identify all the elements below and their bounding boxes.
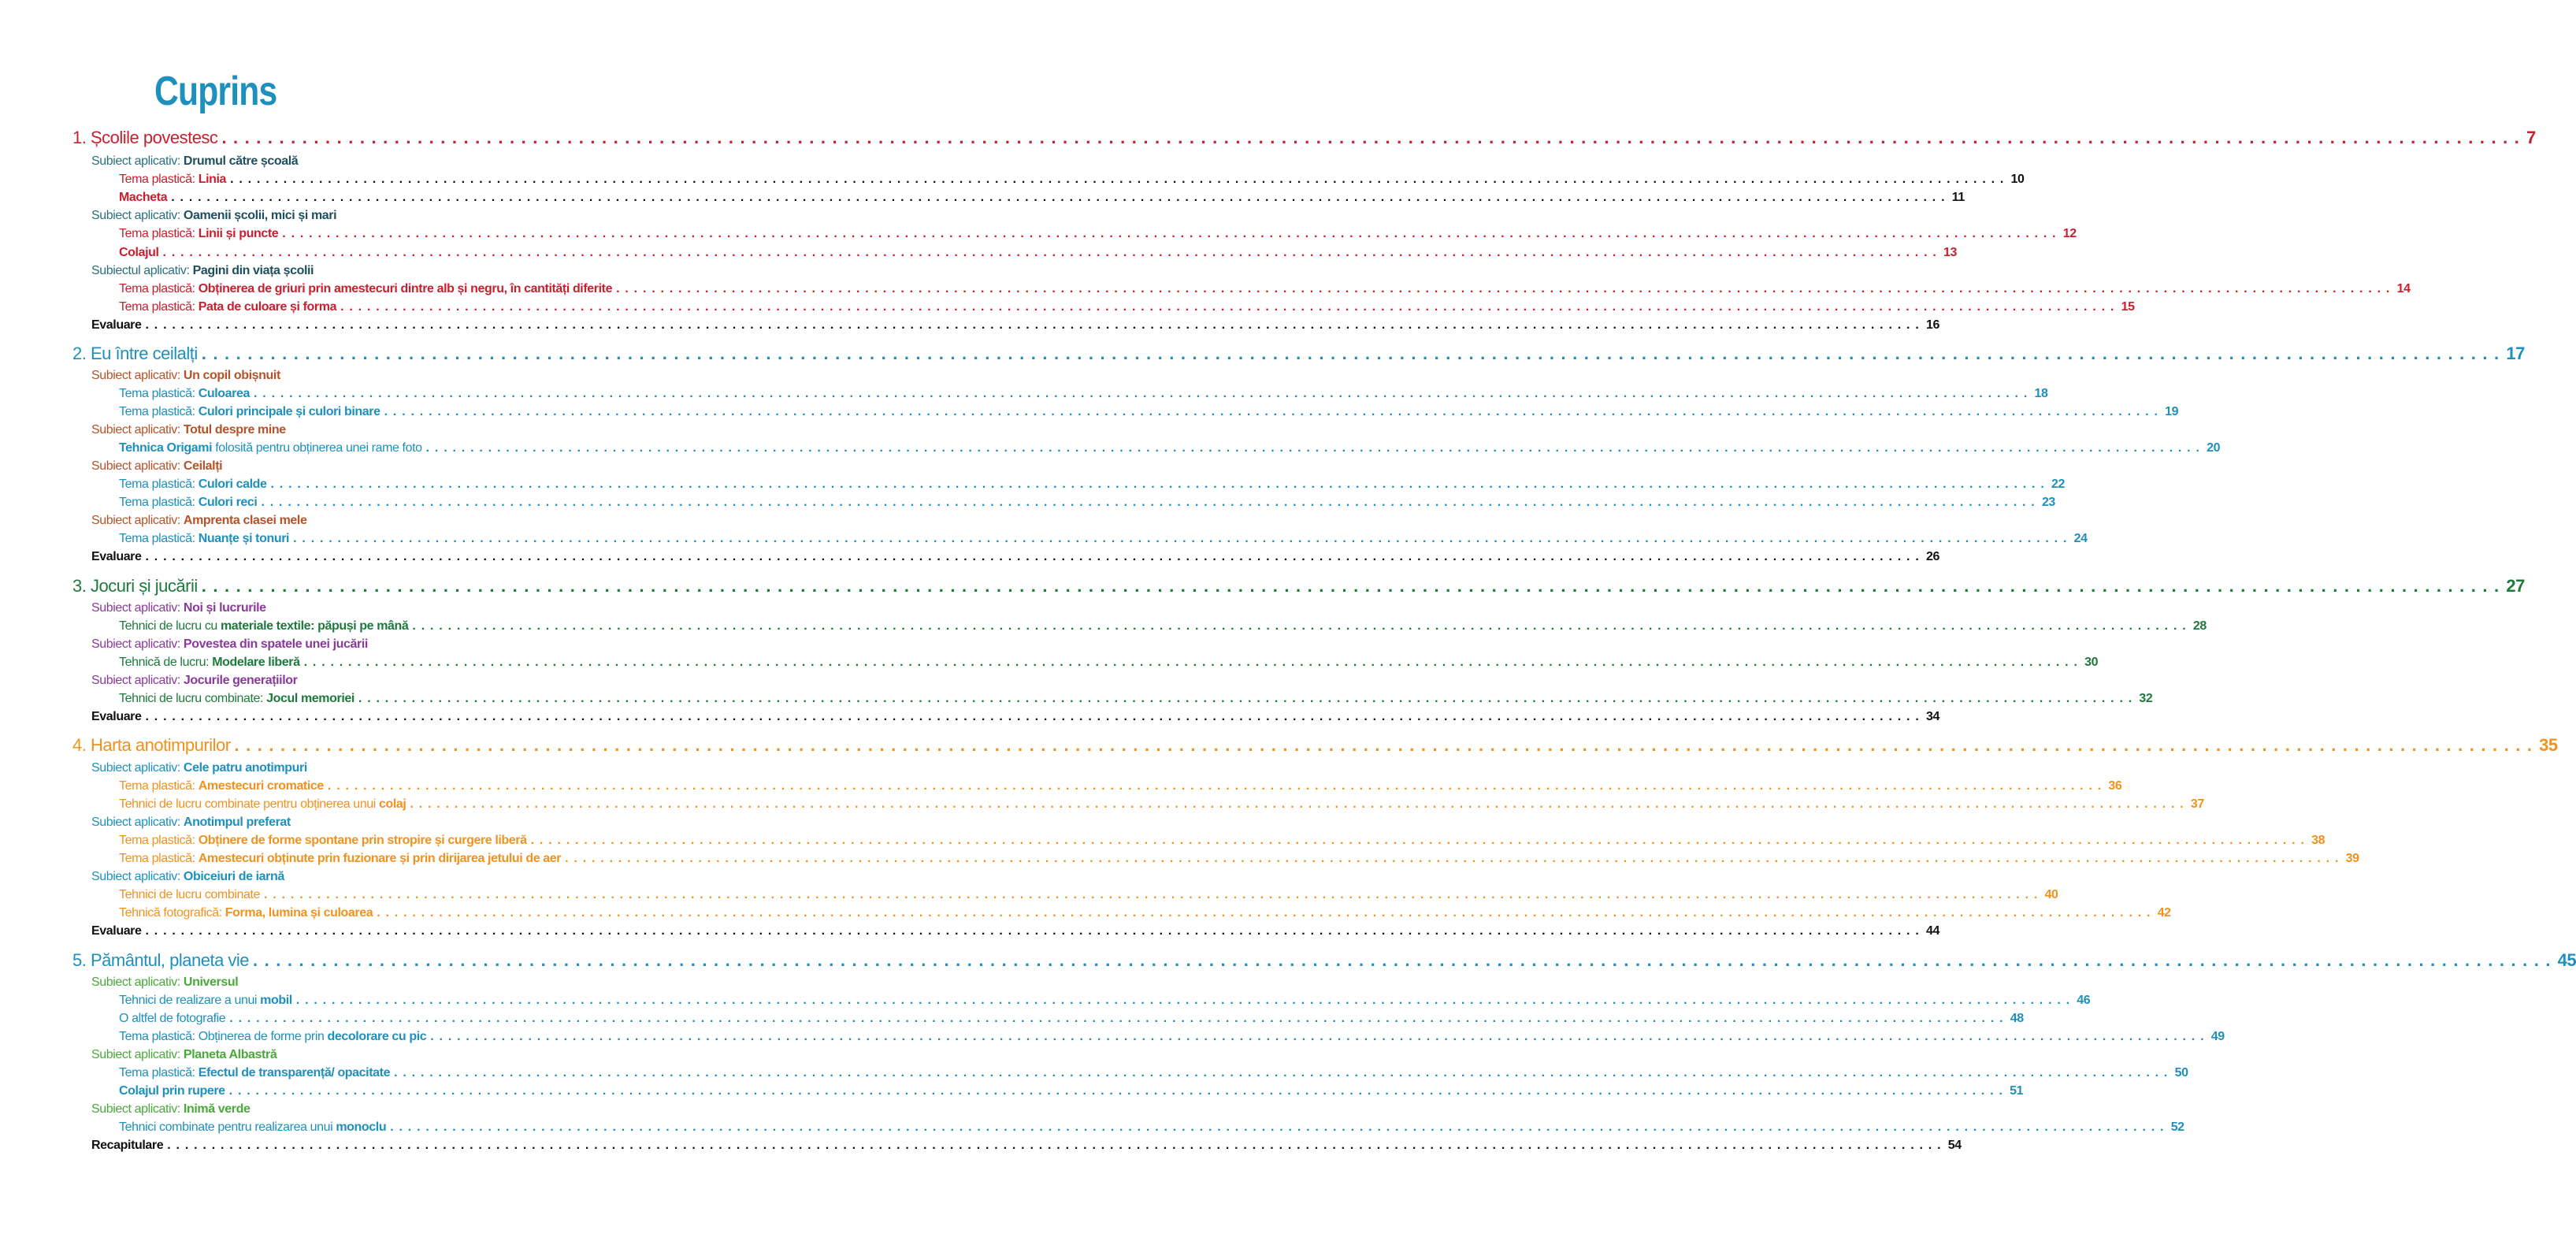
- toc-entry-text: [119, 994, 292, 1008]
- toc-item-row[interactable]: [119, 1084, 2024, 1102]
- toc-item-row[interactable]: [119, 834, 2325, 851]
- toc-entry-text: [119, 906, 373, 920]
- toc-entry-text: [119, 1084, 225, 1098]
- toc-entry-text: [91, 209, 336, 223]
- toc-entry-label: 4. Harta anotimpurilor: [72, 735, 231, 755]
- toc-chapter-row[interactable]: [72, 128, 2536, 153]
- toc-entry-label: monoclu: [336, 1120, 387, 1134]
- toc-entry-label: Evaluare: [91, 318, 142, 332]
- toc-item-row[interactable]: [119, 387, 2048, 404]
- toc-entry-text: [91, 601, 266, 615]
- toc-entry-prefix: Tema plastică:: [119, 834, 199, 847]
- toc-subject-row[interactable]: [91, 1102, 911, 1120]
- dot-leader: . . . . . . . . . . . . . . . . . . . . . . . . . . . . . . . . . . . . . . . . . . . . . . . . . . . . . . . . . . . . . . . . . . . . . . . . . . . . . . . . . . . . . . . . . . . . . . . . . . . . . . . . . . . . . . . . . . . . . . . . . . . . . . . . . . . . . . . . . . . . . . . . . . . . . . . . . . . . . . . . . . . . . . . . . . . . . . . . . . . . . . . . . . . . . . . . . . . . . . . .: [145, 710, 1920, 723]
- toc-entry-text: [91, 816, 291, 830]
- toc-item-row[interactable]: [119, 227, 2077, 244]
- dot-leader: . . . . . . . . . . . . . . . . . . . . . . . . . . . . . . . . . . . . . . . . . . . . . . . . . . . . . . . . . . . . . . . . . . . . . . . . . . . . . . . . . . . . . . . . . . . . . . . . . . . . . . . . . . . . . . . . . . . . . . . . . . . . . . . . . . . . . . . . . . . . . . . . . . . . . . . . . . . . . . . . . . . . . . . . . . . . . . . . . . . . . . . . . . . . . . . . . . . . . . . .: [270, 478, 2045, 491]
- toc-entry-prefix: Tema plastică:: [119, 1066, 199, 1079]
- toc-entry-prefix: Subiectul aplicativ:: [91, 264, 193, 277]
- toc-entry-text: [119, 532, 289, 546]
- toc-item-row[interactable]: [119, 1012, 2024, 1029]
- page-number: 49: [2210, 1030, 2225, 1043]
- toc-entry-text: [119, 441, 422, 455]
- toc-entry-text: [72, 950, 249, 971]
- dot-leader: . . . . . . . . . . . . . . . . . . . . . . . . . . . . . . . . . . . . . . . . . . . . . . . . . . . . . . . . . . . . . . . . . . . . . . . . . . . . . . . . . . . . . . . . . . . . . . . . . . . . . . . . . . . . . . . . . . . . . . . . . . . . . . . . . . . . . . . . . . . . . . . . . . . . . . . . . . . . . . . . . . . . . . . . . . . . . . . . . . . . . . . . . . . . . . . . . . . . . . . .: [167, 1139, 1942, 1152]
- toc-entry-prefix: Tema plastică:: [119, 282, 199, 295]
- toc-entry-label: Efectul de transparență/ opacitate: [198, 1066, 391, 1079]
- toc-entry-label: Colajul: [119, 246, 159, 259]
- toc-entry-label: Jocul memoriei: [266, 692, 354, 705]
- toc-entry-label: Totul despre mine: [183, 423, 286, 437]
- toc-entry-text: [119, 692, 354, 706]
- dot-leader: . . . . . . . . . . . . . . . . . . . . . . . . . . . . . . . . . . . . . . . . . . . . . . . . . . . . . . . . . . . . . . . . . . . . . . . . . . . . . . . . . . . . . . . . . . . . . . . . . . . . . . . . . . . . . . . . . . . . . . . . . . . . . . . . . . . . . . . . . . . . . . . . . . . . . . . . . . . . . . . . . . . . . . . . . . . . . . . . . . . . . . . . . . . . . . . . . . . . . . . .: [201, 576, 2500, 596]
- dot-leader: . . . . . . . . . . . . . . . . . . . . . . . . . . . . . . . . . . . . . . . . . . . . . . . . . . . . . . . . . . . . . . . . . . . . . . . . . . . . . . . . . . . . . . . . . . . . . . . . . . . . . . . . . . . . . . . . . . . . . . . . . . . . . . . . . . . . . . . . . . . . . . . . . . . . . . . . . . . . . . . . . . . . . . . . . . . . . . . . . . . . . . . . . . . . . . . . . . . . . . . .: [229, 1012, 2004, 1025]
- dot-leader: . . . . . . . . . . . . . . . . . . . . . . . . . . . . . . . . . . . . . . . . . . . . . . . . . . . . . . . . . . . . . . . . . . . . . . . . . . . . . . . . . . . . . . . . . . . . . . . . . . . . . . . . . . . . . . . . . . . . . . . . . . . . . . . . . . . . . . . . . . . . . . . . . . . . . . . . . . . . . . . . . . . . . . . . . . . . . . . . . . . . . . . . . . . . . . . . . . . . . . . .: [221, 128, 2521, 147]
- toc-item-row[interactable]: [119, 1066, 2188, 1083]
- toc-entry-text: [119, 656, 300, 670]
- page-number: 20: [2207, 441, 2221, 455]
- toc-evaluation-row[interactable]: [91, 550, 1939, 567]
- toc-entry-prefix: Subiect aplicativ:: [91, 514, 184, 527]
- toc-entry-prefix: Tema plastică:: [119, 405, 199, 418]
- toc-entry-label: Pata de culoare și forma: [198, 300, 337, 314]
- toc-entry-text: [91, 550, 142, 564]
- page-number: 30: [2084, 656, 2099, 669]
- toc-entry-prefix: Tehnici de realizare a unui: [119, 994, 261, 1007]
- page-number: 13: [1943, 246, 1958, 259]
- dot-leader: . . . . . . . . . . . . . . . . . . . . . . . . . . . . . . . . . . . . . . . . . . . . . . . . . . . . . . . . . . . . . . . . . . . . . . . . . . . . . . . . . . . . . . . . . . . . . . . . . . . . . . . . . . . . . . . . . . . . . . . . . . . . . . . . . . . . . . . . . . . . . . . . . . . . . . . . . . . . . . . . . . . . . . . . . . . . . . . . . . . . . . . . . . . . . . . . . . . . . . . .: [171, 191, 1946, 204]
- toc-entry-label: Noi și lucrurile: [183, 601, 266, 615]
- page-number: 51: [2010, 1084, 2024, 1098]
- toc-entry-label: Universul: [183, 975, 239, 989]
- page-number: 28: [2192, 619, 2207, 633]
- toc-entry-text: [119, 1066, 390, 1080]
- page-number: 46: [2077, 994, 2091, 1007]
- toc-entry-prefix: Tema plastică:: [119, 227, 199, 240]
- toc-entry-prefix: Tehnici de lucru combinate: [119, 888, 261, 901]
- page-title: Cuprins: [154, 69, 277, 114]
- toc-entry-prefix: folosită pentru obținerea unei rame foto: [212, 441, 422, 455]
- dot-leader: . . . . . . . . . . . . . . . . . . . . . . . . . . . . . . . . . . . . . . . . . . . . . . . . . . . . . . . . . . . . . . . . . . . . . . . . . . . . . . . . . . . . . . . . . . . . . . . . . . . . . . . . . . . . . . . . . . . . . . . . . . . . . . . . . . . . . . . . . . . . . . . . . . . . . . . . . . . . . . . . . . . . . . . . . . . . . . . . . . . . . . . . . . . . . . . . . . . . . . . .: [228, 1084, 2004, 1098]
- page-number: 52: [2170, 1120, 2184, 1134]
- page-number: 22: [2051, 478, 2065, 491]
- toc-entry-text: [91, 514, 306, 528]
- toc-evaluation-row[interactable]: [91, 710, 1939, 727]
- toc-entry-text: [119, 1120, 386, 1135]
- page-number: 16: [1926, 318, 1939, 332]
- toc-subject-row[interactable]: [91, 1048, 911, 1065]
- toc-item-row[interactable]: [119, 300, 2135, 318]
- page-number: 32: [2139, 692, 2153, 705]
- dot-leader: . . . . . . . . . . . . . . . . . . . . . . . . . . . . . . . . . . . . . . . . . . . . . . . . . . . . . . . . . . . . . . . . . . . . . . . . . . . . . . . . . . . . . . . . . . . . . . . . . . . . . . . . . . . . . . . . . . . . . . . . . . . . . . . . . . . . . . . . . . . . . . . . . . . . . . . . . . . . . . . . . . . . . . . . . . . . . . . . . . . . . . . . . . . . . . . . . . . . . . . .: [327, 779, 2103, 793]
- toc-entry-prefix: Subiect aplicativ:: [91, 761, 184, 775]
- toc-evaluation-row[interactable]: [91, 924, 1939, 942]
- toc-entry-label: Linii și puncte: [198, 227, 279, 240]
- toc-entry-label: 2. Eu între ceilalți: [72, 344, 198, 363]
- toc-entry-text: [119, 496, 257, 510]
- toc-subject-row[interactable]: [91, 870, 911, 887]
- toc-entry-prefix: Subiect aplicativ:: [91, 154, 184, 168]
- page-number: 19: [2165, 405, 2179, 418]
- toc-entry-label: Pagini din viața școlii: [192, 264, 314, 277]
- dot-leader: . . . . . . . . . . . . . . . . . . . . . . . . . . . . . . . . . . . . . . . . . . . . . . . . . . . . . . . . . . . . . . . . . . . . . . . . . . . . . . . . . . . . . . . . . . . . . . . . . . . . . . . . . . . . . . . . . . . . . . . . . . . . . . . . . . . . . . . . . . . . . . . . . . . . . . . . . . . . . . . . . . . . . . . . . . . . . . . . . . . . . . . . . . . . . . . . . . . . . . . .: [264, 888, 2039, 901]
- dot-leader: . . . . . . . . . . . . . . . . . . . . . . . . . . . . . . . . . . . . . . . . . . . . . . . . . . . . . . . . . . . . . . . . . . . . . . . . . . . . . . . . . . . . . . . . . . . . . . . . . . . . . . . . . . . . . . . . . . . . . . . . . . . . . . . . . . . . . . . . . . . . . . . . . . . . . . . . . . . . . . . . . . . . . . . . . . . . . . . . . . . . . . . . . . . . . . . . . . . . . . . .: [394, 1066, 2169, 1079]
- dot-leader: . . . . . . . . . . . . . . . . . . . . . . . . . . . . . . . . . . . . . . . . . . . . . . . . . . . . . . . . . . . . . . . . . . . . . . . . . . . . . . . . . . . . . . . . . . . . . . . . . . . . . . . . . . . . . . . . . . . . . . . . . . . . . . . . . . . . . . . . . . . . . . . . . . . . . . . . . . . . . . . . . . . . . . . . . . . . . . . . . . . . . . . . . . . . . . . . . . . . . . . .: [145, 318, 1920, 332]
- page-number: 48: [2010, 1012, 2024, 1025]
- toc-entry-label: Evaluare: [91, 924, 142, 938]
- page-number: 7: [2526, 128, 2536, 147]
- toc-entry-label: Evaluare: [91, 550, 142, 563]
- toc-subject-row[interactable]: [91, 459, 911, 477]
- toc-evaluation-row[interactable]: [91, 1139, 1962, 1156]
- toc-entry-text: [91, 870, 284, 884]
- toc-entry-text: [119, 387, 250, 401]
- toc-entry-label: Obținerea de griuri prin amestecuri dintre alb și negru, în cantități diferite: [198, 282, 613, 295]
- toc-entry-prefix: Tema plastică: Obținerea de forme prin: [119, 1030, 328, 1043]
- toc-entry-text: [119, 227, 278, 241]
- dot-leader: . . . . . . . . . . . . . . . . . . . . . . . . . . . . . . . . . . . . . . . . . . . . . . . . . . . . . . . . . . . . . . . . . . . . . . . . . . . . . . . . . . . . . . . . . . . . . . . . . . . . . . . . . . . . . . . . . . . . . . . . . . . . . . . . . . . . . . . . . . . . . . . . . . . . . . . . . . . . . . . . . . . . . . . . . . . . . . . . . . . . . . . . . . . . . . . . . . . . . . . .: [162, 246, 1938, 259]
- page-number: 27: [2506, 576, 2525, 596]
- toc-entry-label: Drumul către școală: [183, 154, 299, 168]
- toc-entry-text: [91, 975, 238, 990]
- toc-entry-label: Amprenta clasei mele: [183, 514, 307, 527]
- page-number: 15: [2121, 300, 2135, 314]
- toc-item-row[interactable]: [119, 191, 1965, 208]
- toc-chapter-row[interactable]: [72, 950, 2576, 975]
- toc-entry-text: [119, 246, 159, 260]
- toc-entry-prefix: Tehnică de lucru:: [119, 656, 213, 669]
- page-number: 38: [2311, 834, 2325, 847]
- toc-item-row[interactable]: [119, 906, 2171, 923]
- toc-entry-text: [119, 1030, 426, 1044]
- toc-entry-prefix: Tema plastică:: [119, 532, 199, 545]
- toc-entry-label: Ceilalți: [183, 459, 223, 473]
- page-number: 40: [2044, 888, 2058, 901]
- toc-entry-text: [91, 924, 142, 938]
- page-number: 42: [2157, 906, 2171, 920]
- toc-entry-text: [91, 1139, 163, 1153]
- toc-entry-label: Cele patru anotimpuri: [183, 761, 307, 775]
- toc-subject-row[interactable]: [91, 816, 911, 833]
- toc-entry-text: [119, 619, 408, 634]
- toc-entry-text: [91, 369, 280, 383]
- toc-entry-label: mobil: [260, 994, 292, 1007]
- toc-entry-label: Jocurile generațiilor: [183, 674, 298, 687]
- toc-item-row[interactable]: [119, 779, 2122, 797]
- toc-entry-label: Culori calde: [198, 478, 267, 491]
- dot-leader: . . . . . . . . . . . . . . . . . . . . . . . . . . . . . . . . . . . . . . . . . . . . . . . . . . . . . . . . . . . . . . . . . . . . . . . . . . . . . . . . . . . . . . . . . . . . . . . . . . . . . . . . . . . . . . . . . . . . . . . . . . . . . . . . . . . . . . . . . . . . . . . . . . . . . . . . . . . . . . . . . . . . . . . . . . . . . . . . . . . . . . . . . . . . . . . . . . . . . . . .: [295, 994, 2071, 1007]
- toc-entry-prefix: O altfel de fotografie: [119, 1012, 226, 1025]
- toc-entry-label: Forma, lumina și culoarea: [225, 906, 373, 920]
- toc-entry-text: [119, 300, 336, 314]
- toc-entry-text: [119, 852, 561, 866]
- toc-item-row[interactable]: [119, 888, 2058, 905]
- toc-entry-label: Obiceiuri de iarnă: [183, 870, 284, 883]
- toc-entry-label: Colajul prin rupere: [119, 1084, 225, 1098]
- toc-subject-row[interactable]: [91, 514, 911, 531]
- dot-leader: . . . . . . . . . . . . . . . . . . . . . . . . . . . . . . . . . . . . . . . . . . . . . . . . . . . . . . . . . . . . . . . . . . . . . . . . . . . . . . . . . . . . . . . . . . . . . . . . . . . . . . . . . . . . . . . . . . . . . . . . . . . . . . . . . . . . . . . . . . . . . . . . . . . . . . . . . . . . . . . . . . . . . . . . . . . . . . . . . . . . . . . . . . . . . . . . . . . . . . . .: [412, 619, 2187, 633]
- page-number: 10: [2010, 173, 2025, 186]
- toc-entry-text: [91, 761, 307, 775]
- toc-entry-text: [119, 797, 406, 812]
- toc-subject-row[interactable]: [91, 423, 911, 440]
- toc-entry-label: Inimă verde: [183, 1102, 251, 1116]
- toc-item-row[interactable]: [119, 441, 2221, 459]
- toc-entry-prefix: Subiect aplicativ:: [91, 459, 184, 473]
- toc-entry-prefix: Tehnici de lucru combinate:: [119, 692, 267, 705]
- toc-entry-label: Macheta: [119, 191, 168, 204]
- toc-entry-prefix: Tema plastică:: [119, 173, 199, 186]
- dot-leader: . . . . . . . . . . . . . . . . . . . . . . . . . . . . . . . . . . . . . . . . . . . . . . . . . . . . . . . . . . . . . . . . . . . . . . . . . . . . . . . . . . . . . . . . . . . . . . . . . . . . . . . . . . . . . . . . . . . . . . . . . . . . . . . . . . . . . . . . . . . . . . . . . . . . . . . . . . . . . . . . . . . . . . . . . . . . . . . . . . . . . . . . . . . . . . . . . . . . . . . .: [261, 496, 2036, 509]
- toc-entry-text: [72, 344, 198, 364]
- toc-entry-prefix: Tema plastică:: [119, 478, 199, 491]
- toc-entry-text: [91, 154, 298, 169]
- toc-item-row[interactable]: [119, 173, 2025, 190]
- page-number: 37: [2190, 797, 2204, 811]
- toc-entry-prefix: Tehnică fotografică:: [119, 906, 225, 920]
- toc-entry-label: decolorare cu pic: [327, 1030, 427, 1043]
- toc-entry-text: [72, 576, 198, 596]
- toc-entry-text: [91, 674, 297, 688]
- toc-item-row[interactable]: [119, 619, 2207, 637]
- toc-item-row[interactable]: [119, 282, 2411, 299]
- dot-leader: . . . . . . . . . . . . . . . . . . . . . . . . . . . . . . . . . . . . . . . . . . . . . . . . . . . . . . . . . . . . . . . . . . . . . . . . . . . . . . . . . . . . . . . . . . . . . . . . . . . . . . . . . . . . . . . . . . . . . . . . . . . . . . . . . . . . . . . . . . . . . . . . . . . . . . . . . . . . . . . . . . . . . . . . . . . . . . . . . . . . . . . . . . . . . . . . . . . . . . . .: [303, 656, 2079, 669]
- toc-entry-text: [119, 888, 260, 902]
- toc-entry-label: Obținere de forme spontane prin stropire și curgere liberă: [198, 834, 527, 847]
- dot-leader: . . . . . . . . . . . . . . . . . . . . . . . . . . . . . . . . . . . . . . . . . . . . . . . . . . . . . . . . . . . . . . . . . . . . . . . . . . . . . . . . . . . . . . . . . . . . . . . . . . . . . . . . . . . . . . . . . . . . . . . . . . . . . . . . . . . . . . . . . . . . . . . . . . . . . . . . . . . . . . . . . . . . . . . . . . . . . . . . . . . . . . . . . . . . . . . . . . . . . . . .: [616, 282, 2391, 295]
- toc-entry-prefix: Subiect aplicativ:: [91, 1102, 184, 1116]
- page-number: 14: [2396, 282, 2411, 295]
- toc-entry-label: Tehnica Origami: [119, 441, 213, 455]
- toc-subject-row[interactable]: [91, 209, 911, 226]
- toc-entry-text: [91, 637, 368, 652]
- toc-subject-row[interactable]: [91, 674, 911, 691]
- toc-entry-label: Evaluare: [91, 710, 142, 723]
- dot-leader: . . . . . . . . . . . . . . . . . . . . . . . . . . . . . . . . . . . . . . . . . . . . . . . . . . . . . . . . . . . . . . . . . . . . . . . . . . . . . . . . . . . . . . . . . . . . . . . . . . . . . . . . . . . . . . . . . . . . . . . . . . . . . . . . . . . . . . . . . . . . . . . . . . . . . . . . . . . . . . . . . . . . . . . . . . . . . . . . . . . . . . . . . . . . . . . . . . . . . . . .: [390, 1120, 2165, 1134]
- toc-item-row[interactable]: [119, 405, 2179, 422]
- toc-entry-text: [91, 710, 142, 724]
- toc-entry-text: [91, 264, 314, 278]
- toc-entry-label: Modelare liberă: [212, 656, 300, 669]
- toc-entry-label: Nuanțe și tonuri: [198, 532, 290, 545]
- toc-entry-prefix: Tema plastică:: [119, 496, 199, 509]
- page-number: 12: [2062, 227, 2077, 240]
- toc-entry-label: Culoarea: [198, 387, 250, 400]
- dot-leader: . . . . . . . . . . . . . . . . . . . . . . . . . . . . . . . . . . . . . . . . . . . . . . . . . . . . . . . . . . . . . . . . . . . . . . . . . . . . . . . . . . . . . . . . . . . . . . . . . . . . . . . . . . . . . . . . . . . . . . . . . . . . . . . . . . . . . . . . . . . . . . . . . . . . . . . . . . . . . . . . . . . . . . . . . . . . . . . . . . . . . . . . . . . . . . . . . . . . . . . .: [530, 834, 2306, 847]
- toc-chapter-row[interactable]: [72, 344, 2525, 369]
- page-number: 17: [2506, 344, 2525, 363]
- toc-chapter-row[interactable]: [72, 735, 2558, 760]
- page-number: 45: [2557, 950, 2576, 970]
- toc-entry-prefix: Subiect aplicativ:: [91, 1048, 184, 1061]
- toc-subject-row[interactable]: [91, 154, 911, 172]
- toc-entry-text: [91, 318, 142, 333]
- toc-entry-label: Amestecuri obținute prin fuzionare și prin dirijarea jetului de aer: [198, 852, 562, 865]
- toc-entry-label: Culori principale și culori binare: [198, 405, 380, 418]
- toc-entry-prefix: Subiect aplicativ:: [91, 870, 184, 883]
- toc-entry-prefix: Subiect aplicativ:: [91, 369, 184, 382]
- toc-entry-prefix: Tema plastică:: [119, 852, 199, 865]
- dot-leader: . . . . . . . . . . . . . . . . . . . . . . . . . . . . . . . . . . . . . . . . . . . . . . . . . . . . . . . . . . . . . . . . . . . . . . . . . . . . . . . . . . . . . . . . . . . . . . . . . . . . . . . . . . . . . . . . . . . . . . . . . . . . . . . . . . . . . . . . . . . . . . . . . . . . . . . . . . . . . . . . . . . . . . . . . . . . . . . . . . . . . . . . . . . . . . . . . . . . . . . .: [377, 906, 2151, 920]
- toc-entry-prefix: Subiect aplicativ:: [91, 816, 184, 829]
- toc-item-row[interactable]: [119, 246, 1958, 263]
- toc-item-row[interactable]: [119, 1120, 2184, 1138]
- toc-item-row[interactable]: [119, 852, 2359, 869]
- toc-entry-label: Recapitulare: [91, 1139, 164, 1152]
- toc-subject-row[interactable]: [91, 975, 911, 993]
- page-number: 26: [1926, 550, 1939, 563]
- toc-item-row[interactable]: [119, 797, 2204, 815]
- toc-subject-row[interactable]: [91, 761, 911, 778]
- dot-leader: . . . . . . . . . . . . . . . . . . . . . . . . . . . . . . . . . . . . . . . . . . . . . . . . . . . . . . . . . . . . . . . . . . . . . . . . . . . . . . . . . . . . . . . . . . . . . . . . . . . . . . . . . . . . . . . . . . . . . . . . . . . . . . . . . . . . . . . . . . . . . . . . . . . . . . . . . . . . . . . . . . . . . . . . . . . . . . . . . . . . . . . . . . . . . . . . . . . . . . . .: [282, 227, 2057, 240]
- toc-entry-label: 1. Școlile povestesc: [72, 128, 218, 147]
- dot-leader: . . . . . . . . . . . . . . . . . . . . . . . . . . . . . . . . . . . . . . . . . . . . . . . . . . . . . . . . . . . . . . . . . . . . . . . . . . . . . . . . . . . . . . . . . . . . . . . . . . . . . . . . . . . . . . . . . . . . . . . . . . . . . . . . . . . . . . . . . . . . . . . . . . . . . . . . . . . . . . . . . . . . . . . . . . . . . . . . . . . . . . . . . . . . . . . . . . . . . . . .: [234, 735, 2533, 755]
- toc-item-row[interactable]: [119, 994, 2091, 1011]
- page-number: 39: [2345, 852, 2359, 865]
- toc-entry-text: [119, 779, 324, 793]
- toc-entry-label: Amestecuri cromatice: [198, 779, 324, 793]
- dot-leader: . . . . . . . . . . . . . . . . . . . . . . . . . . . . . . . . . . . . . . . . . . . . . . . . . . . . . . . . . . . . . . . . . . . . . . . . . . . . . . . . . . . . . . . . . . . . . . . . . . . . . . . . . . . . . . . . . . . . . . . . . . . . . . . . . . . . . . . . . . . . . . . . . . . . . . . . . . . . . . . . . . . . . . . . . . . . . . . . . . . . . . . . . . . . . . . . . . . . . . . .: [145, 924, 1920, 938]
- toc-entry-text: [72, 128, 217, 148]
- toc-entry-prefix: Tema plastică:: [119, 779, 199, 793]
- page-number: 18: [2034, 387, 2048, 400]
- toc-entry-label: Linia: [198, 173, 227, 186]
- toc-item-row[interactable]: [119, 656, 2099, 673]
- dot-leader: . . . . . . . . . . . . . . . . . . . . . . . . . . . . . . . . . . . . . . . . . . . . . . . . . . . . . . . . . . . . . . . . . . . . . . . . . . . . . . . . . . . . . . . . . . . . . . . . . . . . . . . . . . . . . . . . . . . . . . . . . . . . . . . . . . . . . . . . . . . . . . . . . . . . . . . . . . . . . . . . . . . . . . . . . . . . . . . . . . . . . . . . . . . . . . . . . . . . . . . .: [201, 344, 2500, 363]
- dot-leader: . . . . . . . . . . . . . . . . . . . . . . . . . . . . . . . . . . . . . . . . . . . . . . . . . . . . . . . . . . . . . . . . . . . . . . . . . . . . . . . . . . . . . . . . . . . . . . . . . . . . . . . . . . . . . . . . . . . . . . . . . . . . . . . . . . . . . . . . . . . . . . . . . . . . . . . . . . . . . . . . . . . . . . . . . . . . . . . . . . . . . . . . . . . . . . . . . . . . . . . .: [358, 692, 2133, 705]
- toc-entry-label: Planeta Albastră: [183, 1048, 277, 1061]
- dot-leader: . . . . . . . . . . . . . . . . . . . . . . . . . . . . . . . . . . . . . . . . . . . . . . . . . . . . . . . . . . . . . . . . . . . . . . . . . . . . . . . . . . . . . . . . . . . . . . . . . . . . . . . . . . . . . . . . . . . . . . . . . . . . . . . . . . . . . . . . . . . . . . . . . . . . . . . . . . . . . . . . . . . . . . . . . . . . . . . . . . . . . . . . . . . . . . . . . . . . . . . .: [340, 300, 2115, 314]
- toc-entry-label: materiale textile: păpuși pe mână: [220, 619, 409, 633]
- toc-entry-text: [119, 405, 380, 419]
- toc-entry-prefix: Subiect aplicativ:: [91, 674, 184, 687]
- toc-item-row[interactable]: [119, 532, 2088, 549]
- toc-entry-label: Oamenii școlii, mici și mari: [183, 209, 337, 222]
- page-number: 11: [1951, 191, 1965, 204]
- toc-entry-text: [91, 423, 286, 437]
- toc-entry-text: [119, 1012, 225, 1026]
- toc-entry-label: Un copil obișnuit: [183, 369, 280, 382]
- toc-entry-label: 5. Pământul, planeta vie: [72, 950, 250, 970]
- toc-entry-label: 3. Jocuri și jucării: [72, 576, 198, 596]
- toc-entry-text: [91, 459, 222, 474]
- page-number: 36: [2108, 779, 2122, 793]
- toc-entry-text: [119, 282, 612, 296]
- page-number: 44: [1926, 924, 1939, 938]
- toc-entry-prefix: Tehnici combinate pentru realizarea unui: [119, 1120, 336, 1134]
- toc-entry-prefix: Tehnici de lucru cu: [119, 619, 221, 633]
- dot-leader: . . . . . . . . . . . . . . . . . . . . . . . . . . . . . . . . . . . . . . . . . . . . . . . . . . . . . . . . . . . . . . . . . . . . . . . . . . . . . . . . . . . . . . . . . . . . . . . . . . . . . . . . . . . . . . . . . . . . . . . . . . . . . . . . . . . . . . . . . . . . . . . . . . . . . . . . . . . . . . . . . . . . . . . . . . . . . . . . . . . . . . . . . . . . . . . . . . . . . . . .: [145, 550, 1920, 563]
- toc-entry-text: [91, 1102, 250, 1117]
- toc-entry-prefix: Subiect aplicativ:: [91, 637, 184, 651]
- toc-entry-label: Culori reci: [198, 496, 258, 509]
- page-number: 24: [2073, 532, 2088, 545]
- dot-leader: . . . . . . . . . . . . . . . . . . . . . . . . . . . . . . . . . . . . . . . . . . . . . . . . . . . . . . . . . . . . . . . . . . . . . . . . . . . . . . . . . . . . . . . . . . . . . . . . . . . . . . . . . . . . . . . . . . . . . . . . . . . . . . . . . . . . . . . . . . . . . . . . . . . . . . . . . . . . . . . . . . . . . . . . . . . . . . . . . . . . . . . . . . . . . . . . . . . . . . . .: [230, 173, 2005, 186]
- toc-entry-text: [119, 834, 527, 848]
- page-number: 35: [2539, 735, 2558, 755]
- toc-entry-text: [119, 478, 267, 492]
- toc-evaluation-row[interactable]: [91, 318, 1939, 336]
- toc-entry-text: [119, 173, 226, 187]
- dot-leader: . . . . . . . . . . . . . . . . . . . . . . . . . . . . . . . . . . . . . . . . . . . . . . . . . . . . . . . . . . . . . . . . . . . . . . . . . . . . . . . . . . . . . . . . . . . . . . . . . . . . . . . . . . . . . . . . . . . . . . . . . . . . . . . . . . . . . . . . . . . . . . . . . . . . . . . . . . . . . . . . . . . . . . . . . . . . . . . . . . . . . . . . . . . . . . . . . . . . . . . .: [253, 950, 2552, 970]
- dot-leader: . . . . . . . . . . . . . . . . . . . . . . . . . . . . . . . . . . . . . . . . . . . . . . . . . . . . . . . . . . . . . . . . . . . . . . . . . . . . . . . . . . . . . . . . . . . . . . . . . . . . . . . . . . . . . . . . . . . . . . . . . . . . . . . . . . . . . . . . . . . . . . . . . . . . . . . . . . . . . . . . . . . . . . . . . . . . . . . . . . . . . . . . . . . . . . . . . . . . . . . .: [425, 441, 2201, 455]
- toc-entry-prefix: Tema plastică:: [119, 300, 199, 314]
- page-number: 34: [1926, 710, 1939, 723]
- toc-chapter-row[interactable]: [72, 576, 2525, 601]
- toc-entry-prefix: Subiect aplicativ:: [91, 423, 184, 437]
- dot-leader: . . . . . . . . . . . . . . . . . . . . . . . . . . . . . . . . . . . . . . . . . . . . . . . . . . . . . . . . . . . . . . . . . . . . . . . . . . . . . . . . . . . . . . . . . . . . . . . . . . . . . . . . . . . . . . . . . . . . . . . . . . . . . . . . . . . . . . . . . . . . . . . . . . . . . . . . . . . . . . . . . . . . . . . . . . . . . . . . . . . . . . . . . . . . . . . . . . . . . . . .: [293, 532, 2068, 545]
- toc-item-row[interactable]: [119, 478, 2065, 495]
- toc-item-row[interactable]: [119, 692, 2153, 709]
- page-number: 23: [2041, 496, 2055, 509]
- toc-entry-prefix: Subiect aplicativ:: [91, 209, 184, 222]
- toc-entry-text: [91, 1048, 277, 1062]
- toc-subject-row[interactable]: [91, 601, 911, 619]
- toc-entry-label: Povestea din spatele unei jucării: [183, 637, 368, 651]
- toc-item-row[interactable]: [119, 496, 2055, 513]
- dot-leader: . . . . . . . . . . . . . . . . . . . . . . . . . . . . . . . . . . . . . . . . . . . . . . . . . . . . . . . . . . . . . . . . . . . . . . . . . . . . . . . . . . . . . . . . . . . . . . . . . . . . . . . . . . . . . . . . . . . . . . . . . . . . . . . . . . . . . . . . . . . . . . . . . . . . . . . . . . . . . . . . . . . . . . . . . . . . . . . . . . . . . . . . . . . . . . . . . . . . . . . .: [254, 387, 2029, 400]
- toc-subject-row[interactable]: [91, 264, 911, 281]
- toc-entry-text: [119, 191, 167, 205]
- toc-item-row[interactable]: [119, 1030, 2225, 1047]
- dot-leader: . . . . . . . . . . . . . . . . . . . . . . . . . . . . . . . . . . . . . . . . . . . . . . . . . . . . . . . . . . . . . . . . . . . . . . . . . . . . . . . . . . . . . . . . . . . . . . . . . . . . . . . . . . . . . . . . . . . . . . . . . . . . . . . . . . . . . . . . . . . . . . . . . . . . . . . . . . . . . . . . . . . . . . . . . . . . . . . . . . . . . . . . . . . . . . . . . . . . . . . .: [384, 405, 2159, 418]
- toc-subject-row[interactable]: [91, 369, 911, 386]
- toc-entry-prefix: Subiect aplicativ:: [91, 601, 184, 615]
- toc-entry-label: colaj: [378, 797, 406, 811]
- page-number: 50: [2174, 1066, 2188, 1079]
- dot-leader: . . . . . . . . . . . . . . . . . . . . . . . . . . . . . . . . . . . . . . . . . . . . . . . . . . . . . . . . . . . . . . . . . . . . . . . . . . . . . . . . . . . . . . . . . . . . . . . . . . . . . . . . . . . . . . . . . . . . . . . . . . . . . . . . . . . . . . . . . . . . . . . . . . . . . . . . . . . . . . . . . . . . . . . . . . . . . . . . . . . . . . . . . . . . . . . . . . . . . . . .: [410, 797, 2184, 811]
- toc-entry-prefix: Tehnici de lucru combinate pentru obținerea unui: [119, 797, 379, 811]
- toc-entry-prefix: Tema plastică:: [119, 387, 199, 400]
- toc-entry-text: [72, 735, 231, 756]
- dot-leader: . . . . . . . . . . . . . . . . . . . . . . . . . . . . . . . . . . . . . . . . . . . . . . . . . . . . . . . . . . . . . . . . . . . . . . . . . . . . . . . . . . . . . . . . . . . . . . . . . . . . . . . . . . . . . . . . . . . . . . . . . . . . . . . . . . . . . . . . . . . . . . . . . . . . . . . . . . . . . . . . . . . . . . . . . . . . . . . . . . . . . . . . . . . . . . . . . . . . . . . .: [430, 1030, 2205, 1043]
- page-number: 54: [1947, 1139, 1962, 1152]
- dot-leader: . . . . . . . . . . . . . . . . . . . . . . . . . . . . . . . . . . . . . . . . . . . . . . . . . . . . . . . . . . . . . . . . . . . . . . . . . . . . . . . . . . . . . . . . . . . . . . . . . . . . . . . . . . . . . . . . . . . . . . . . . . . . . . . . . . . . . . . . . . . . . . . . . . . . . . . . . . . . . . . . . . . . . . . . . . . . . . . . . . . . . . . . . . . . . . . . . . . . . . . .: [565, 852, 2340, 865]
- toc-entry-label: Anotimpul preferat: [183, 816, 291, 829]
- toc-entry-prefix: Subiect aplicativ:: [91, 975, 184, 989]
- toc-subject-row[interactable]: [91, 637, 911, 655]
